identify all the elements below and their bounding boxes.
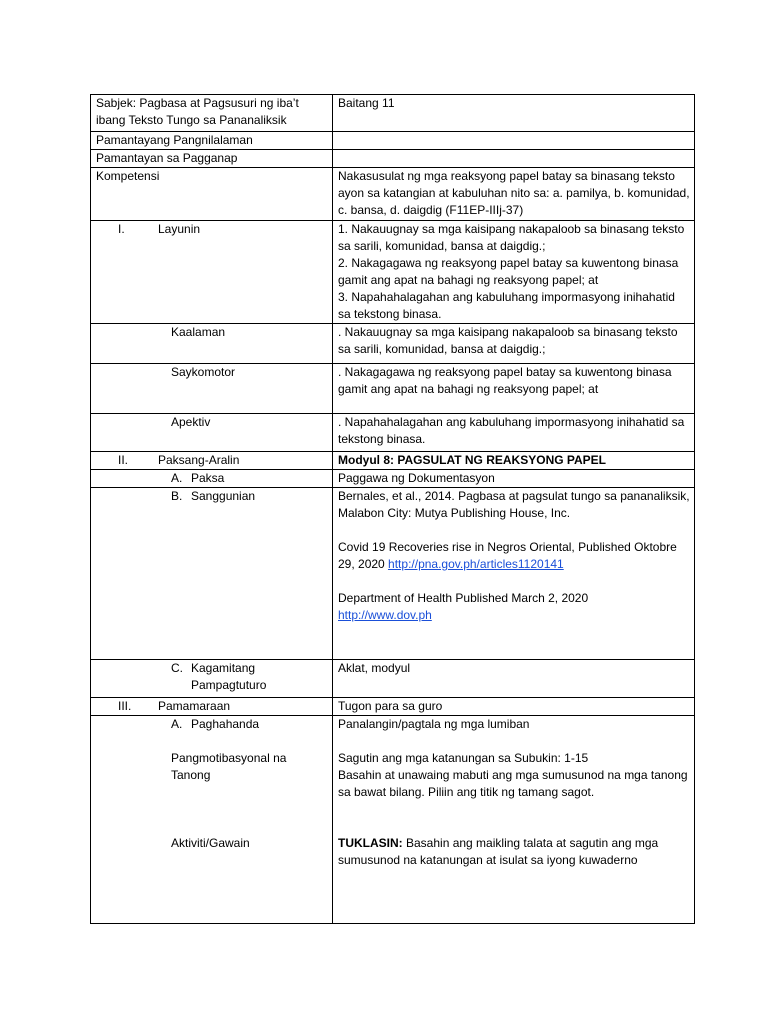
table-row [91,168,695,221]
psychomotor-label-cell [91,364,333,414]
reference-item: Department of Health Published March 2, 2020 [338,591,589,605]
reference-text: Covid 19 Recoveries rise in Negros Oriental, Published Oktobre 29, 2020 [338,540,677,571]
materials-label-cell [91,660,333,698]
objective-item: 1. Nakauugnay sa mga kaisipang nakapaloob sa binasang teksto sa sarili, komunidad, bansa at daigdig.; [338,222,685,253]
materials-letter: C. [171,661,183,675]
psychomotor-label: Saykomotor [171,365,236,379]
motivation-line: Basahin at unawaing mabuti ang mga sumusunod na mga tanong sa bawat bilang. Piliin ang titik ng tamang sagot. [338,768,688,799]
activity-instructions: Basahin ang maikling talata at sagutin ang mga sumusunod na katanungan at isulat sa iyong kuwaderno [338,836,659,867]
objective-item: 3. Napahahalagahan ang kabuluhang impormasyong inihahatid sa tekstong binasa. [338,290,675,321]
table-row [91,660,695,698]
references-letter: B. [171,489,183,503]
activity-text [338,835,690,869]
motivation-label: Pangmotibasyonal na Tanong [171,751,287,782]
affective-label-cell [91,414,333,452]
reference-item: Bernales, et al., 2014. Pagbasa at pagsulat tungo sa pananaliksik, Malabon City: Mutya Publishing House, Inc. [338,489,690,520]
subject-matter-numeral: II. [118,453,129,467]
objective-item: 2. Nakagagawa ng reaksyong papel batay sa kuwentong binasa gamit ang apat na bahagi ng reaksyong papel; at [338,256,679,287]
topic-text: Paggawa ng Dokumentasyon [333,470,695,488]
subject-cell: Sabjek: Pagbasa at Pagsusuri ng iba’t ibang Teksto Tungo sa Pananaliksik [91,95,333,132]
competency-text: Nakasusulat ng mga reaksyong papel batay sa binasang teksto ayon sa katangian at kabuluhan nito sa: a. pamilya, b. komunidad, c. bansa, d. daigdig (F11EP-IIIj-37) [333,168,695,221]
motivation-line: Sagutin ang mga katanungan sa Subukin: 1-15 [338,751,589,765]
knowledge-label: Kaalaman [171,325,226,339]
activity-heading: TUKLASIN: [338,836,403,850]
objectives-label: Layunin [158,222,201,236]
content-standard-value [333,132,695,150]
table-row [91,364,695,414]
affective-text: . Napahahalagahan ang kabuluhang impormasyong inihahatid sa tekstong binasa. [333,414,695,452]
competency-label: Kompetensi [91,168,333,221]
affective-label: Apektiv [171,415,211,429]
preparation-text-cell [333,716,695,924]
subject-matter-label: Paksang-Aralin [158,453,240,467]
topic-letter: A. [171,471,183,485]
activity-label: Aktiviti/Gawain [171,836,250,850]
table-row [91,414,695,452]
reference-link[interactable]: http://www.dov.ph [338,608,432,622]
table-row [91,95,695,132]
objectives-numeral: I. [118,222,125,236]
preparation-letter: A. [171,717,183,731]
knowledge-label-cell [91,324,333,364]
references-label-cell [91,488,333,660]
psychomotor-text: . Nakagagawa ng reaksyong papel batay sa kuwentong binasa gamit ang apat na bahagi ng reaksyong papel; at [333,364,695,414]
table-row [91,221,695,324]
table-row [91,132,695,150]
table-row [91,150,695,168]
procedure-label-cell [91,698,333,716]
reference-item [338,539,690,573]
table-row [91,716,695,924]
topic-label: Paksa [191,471,225,485]
table-row [91,324,695,364]
preparation-text: Panalangin/pagtala ng mga lumiban [338,717,530,731]
topic-label-cell [91,470,333,488]
reference-link[interactable]: http://pna.gov.ph/articles1120141 [388,557,564,571]
references-label: Sanggunian [191,489,256,503]
subject-matter-label-cell [91,452,333,470]
preparation-label: Paghahanda [191,717,260,731]
knowledge-text: . Nakauugnay sa mga kaisipang nakapaloob sa binasang teksto sa sarili, komunidad, bansa at daigdig.; [333,324,695,364]
objectives-label-cell [91,221,333,324]
materials-label: Kagamitang Pampagtuturo [191,661,267,692]
references-list [333,488,695,660]
table-row [91,698,695,716]
preparation-label-cell [91,716,333,924]
content-standard-label: Pamantayang Pangnilalaman [91,132,333,150]
procedure-numeral: III. [118,699,132,713]
procedure-label: Pamamaraan [158,699,231,713]
materials-text: Aklat, modyul [333,660,695,698]
lesson-plan-table [90,94,695,924]
table-row [91,470,695,488]
objectives-list [333,221,695,324]
performance-standard-value [333,150,695,168]
table-row [91,488,695,660]
teacher-response: Tugon para sa guro [333,698,695,716]
performance-standard-label: Pamantayan sa Pagganap [91,150,333,168]
grade-cell: Baitang 11 [333,95,695,132]
table-row [91,452,695,470]
module-title: Modyul 8: PAGSULAT NG REAKSYONG PAPEL [333,452,695,470]
